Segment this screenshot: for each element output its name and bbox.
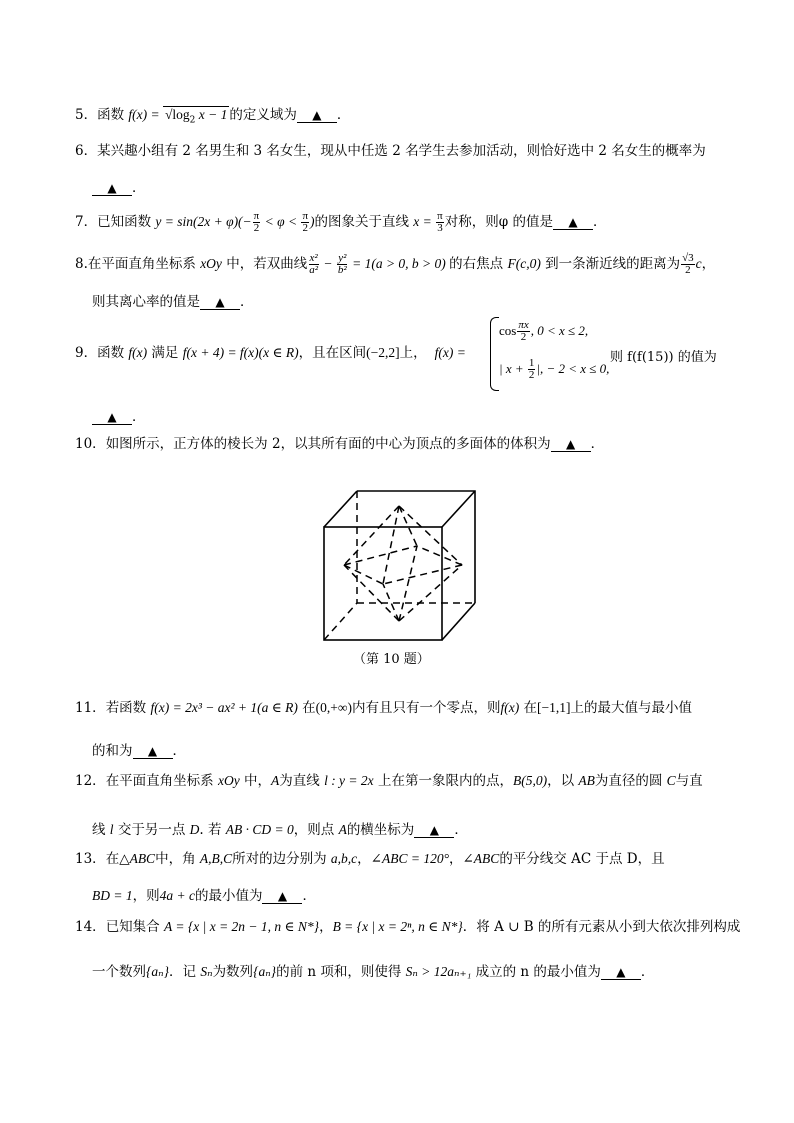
frac-num: πx	[518, 319, 529, 331]
q12-line2c: . 若	[199, 822, 226, 838]
question-12	[75, 774, 725, 789]
q13-ang: ∠ABC = 120°	[370, 851, 449, 866]
q13-abc: A,B,C	[199, 851, 233, 866]
q11-fx2: f(x)	[500, 700, 520, 715]
frac-den: 2	[253, 222, 260, 234]
question-6	[75, 145, 725, 159]
question-number: 6．	[75, 143, 98, 159]
octa-edge	[383, 506, 399, 584]
frac-num: x²	[309, 252, 318, 264]
question-10	[75, 437, 725, 452]
q14-line2e: 成立的 n 的最小值为	[471, 964, 601, 980]
q5-function: f(x) =	[128, 107, 163, 122]
q13-pre: 在	[105, 851, 120, 867]
q12-line2e: 的横坐标为	[346, 822, 415, 838]
q13-mid: 中，角	[155, 851, 200, 867]
q7-post: 对称，则φ 的值是	[444, 214, 553, 230]
answer-blank[interactable]: ▲	[414, 823, 454, 838]
answer-blank[interactable]: ▲	[262, 889, 302, 904]
q12-B: B(5,0)	[512, 773, 548, 788]
q8-end: ．	[240, 294, 254, 310]
q14-mid: ，	[319, 919, 333, 935]
q14-set-B: B = {x | x = 2ⁿ, n ∈ N*}	[332, 919, 463, 934]
frac-den: 2	[520, 331, 527, 343]
q12-line2a: 线	[92, 822, 110, 838]
q7-close: )	[310, 214, 315, 229]
q8-comma: ，	[701, 256, 716, 272]
q12-xoy: xOy	[217, 773, 240, 788]
octa-edge	[399, 546, 417, 621]
answer-blank[interactable]: ▲	[92, 410, 132, 425]
q13-ang2: ∠ABC	[462, 851, 500, 866]
frac-num: 1	[528, 357, 535, 369]
q14-line2b: ．记	[169, 964, 201, 980]
frac-num: π	[302, 210, 308, 222]
q10-text: 如图所示，正方体的棱长为 2，以其所有面的中心为顶点的多面体的体积为	[105, 436, 551, 452]
answer-blank[interactable]: ▲	[297, 108, 337, 123]
q9-mid3: 上，	[399, 345, 427, 361]
q12-D: D	[189, 822, 200, 837]
frac-pi-2b	[301, 211, 309, 234]
q13-bd: BD = 1	[92, 888, 133, 903]
frac-den: 2	[302, 222, 308, 234]
question-number: 7．	[75, 214, 98, 230]
q12-mid5: 为直径的圆	[594, 773, 667, 789]
q11-mid: 在	[297, 700, 316, 716]
cos-label: cos	[499, 323, 517, 338]
frac-sqrt3-2	[681, 253, 695, 276]
q8-mid2: 的右焦点	[449, 256, 508, 272]
q9-fxeq: f(x) =	[434, 345, 466, 360]
cube-front-face	[324, 527, 442, 640]
frac-x2-a2	[308, 253, 319, 276]
q9-eq: f(x + 4) = f(x)(x ∈ R)	[182, 345, 299, 360]
q14-line2d: 的前 n 项和，则使得	[276, 964, 406, 980]
cube-edge-tr	[442, 491, 475, 527]
q11-post: 上的最大值与最小值	[570, 700, 693, 716]
cube-hidden-edge-d	[324, 603, 357, 640]
q12-mid3: 上在第一象限内的点，	[373, 773, 513, 789]
question-14-line2	[92, 960, 654, 980]
question-number: 5．	[75, 107, 98, 123]
q8-mid: 中，若双曲线	[221, 256, 308, 272]
q14-an: {aₙ}	[146, 964, 170, 979]
frac-pix-2	[517, 320, 529, 343]
question-number: 9．	[75, 345, 98, 361]
question-12-line2	[92, 818, 468, 838]
frac-num: √3	[682, 252, 694, 264]
q9-post: 则 f(f(15)) 的值为	[610, 350, 717, 365]
q12-mid2: 为直线	[279, 773, 325, 789]
q8-line2: 则其离心率的值是	[92, 294, 200, 310]
q12-C: C	[666, 773, 676, 788]
q7-mid: 的图象关于直线	[314, 214, 414, 230]
frac-den: 3	[437, 222, 443, 234]
question-6-line2	[92, 176, 146, 196]
frac-num: y²	[338, 252, 347, 264]
q8-mid3: 到一条渐近线的距离为	[540, 256, 681, 272]
q14-line2a: 一个数列	[92, 964, 146, 980]
case2-abs: | x +	[499, 361, 527, 376]
octa-edge	[399, 565, 462, 621]
q13-end: ．	[302, 888, 316, 904]
q12-A: A	[271, 773, 280, 788]
q14-an2: {aₙ}	[253, 964, 277, 979]
q12-end: ．	[454, 822, 468, 838]
q9-mid2: ，且在区间	[298, 345, 367, 361]
figure-caption: （第 10 题）	[353, 652, 430, 667]
octa-edge	[344, 546, 417, 565]
q5-end: ．	[336, 107, 351, 123]
q5-post: 的定义域为	[229, 107, 297, 123]
q8-xoy: xOy	[200, 256, 222, 271]
question-8-line2	[92, 290, 254, 310]
q12-l: l	[109, 822, 114, 837]
q12-pre: 在平面直角坐标系	[105, 773, 218, 789]
question-number: 12．	[75, 773, 106, 789]
q7-xeq: x =	[413, 214, 436, 229]
radicand-rest: x − 1	[195, 107, 228, 122]
octa-edge	[399, 506, 417, 546]
q11-int2: [−1,1]	[537, 700, 571, 715]
piecewise-case-2	[499, 358, 609, 381]
log-label: log	[172, 107, 190, 122]
log-base: 2	[189, 115, 196, 126]
q9-end: ．	[132, 409, 146, 425]
q11-int: (0,+∞)	[315, 700, 353, 715]
q12-line2d: ，则点	[293, 822, 339, 838]
question-5	[75, 108, 725, 126]
question-number: 10．	[75, 436, 106, 452]
piecewise-case-1	[499, 320, 588, 343]
q13-mid4: ，	[449, 851, 463, 867]
frac-pi-3	[436, 211, 444, 234]
answer-blank[interactable]: ▲	[553, 215, 593, 230]
frac-pi-2	[253, 211, 261, 234]
case1-cond: , 0 < x ≤ 2,	[530, 323, 589, 338]
q8-minus: −	[320, 256, 336, 271]
question-number: 11．	[75, 700, 106, 716]
cube-edge-tl	[324, 491, 357, 527]
answer-blank[interactable]: ▲	[92, 181, 132, 196]
octa-edge	[417, 546, 462, 565]
question-8	[75, 253, 725, 276]
q11-line2: 的和为	[92, 743, 133, 759]
frac-y2-b2	[337, 253, 348, 276]
q9-interval: (−2,2]	[366, 345, 400, 360]
question-number: 14．	[75, 919, 106, 935]
octa-edge	[344, 565, 399, 621]
q14-set-A: A = {x | x = 2n − 1, n ∈ N*}	[163, 919, 320, 934]
q13-post: 的平分线交 AC 于点 D，且	[499, 851, 665, 867]
cube-edge-br	[442, 603, 475, 640]
question-number: 8.	[75, 256, 88, 272]
q7-func: y = sin(2x + φ)(−	[155, 214, 252, 229]
q12-post: 与直	[675, 773, 703, 789]
answer-blank[interactable]: ▲	[133, 744, 173, 759]
q11-end: ．	[172, 743, 186, 759]
q12-AB: AB	[578, 773, 595, 788]
q9-mid: 满足	[147, 345, 183, 361]
frac-num: π	[253, 210, 260, 222]
answer-blank[interactable]: ▲	[601, 965, 641, 980]
frac-1-2	[528, 358, 536, 381]
q12-A2: A	[338, 822, 347, 837]
question-number: 13．	[75, 851, 106, 867]
q14-pre: 已知集合	[105, 919, 164, 935]
q9-fx: f(x)	[128, 345, 148, 360]
sqrt-radicand: $√\log_2$ x − 1	[164, 107, 228, 126]
question-14	[75, 919, 741, 935]
answer-blank[interactable]: ▲	[551, 437, 591, 452]
octa-edge	[344, 565, 383, 584]
q6-text: 某兴趣小组有 2 名男生和 3 名女生，现从中任选 2 名学生去参加活动，则恰好选中 2 名女生的概率为	[97, 143, 706, 159]
q13-line2b: ，则	[132, 888, 160, 904]
frac-den: a²	[309, 264, 319, 276]
q14-post: ．将 A ∪ B 的所有元素从小到大依次排列构成	[462, 919, 741, 935]
q10-end: ．	[590, 436, 605, 452]
q12-line: l : y = 2x	[324, 773, 374, 788]
q13-tri: △ABC	[119, 851, 156, 866]
q13-expr: 4a + c	[159, 888, 195, 903]
q6-end: ．	[132, 180, 146, 196]
question-11	[75, 701, 725, 716]
answer-blank[interactable]: ▲	[200, 295, 240, 310]
q14-line2c: 为数列	[212, 964, 254, 980]
question-13-line2	[92, 884, 316, 904]
q12-dot-product: AB · CD = 0	[225, 822, 294, 837]
question-11-line2	[92, 739, 186, 759]
q9-pre: 函数	[97, 345, 129, 361]
cube-octahedron-figure	[315, 484, 485, 646]
q14-ineq: Sₙ > 12aₙ₊₁	[405, 964, 472, 979]
q8-focus: F(c,0)	[507, 256, 541, 271]
q8-cond: = 1(a > 0, b > 0)	[348, 256, 450, 271]
q11-pre: 若函数	[105, 700, 151, 716]
q12-mid4: ，以	[547, 773, 579, 789]
q13-mid3: ，	[357, 851, 371, 867]
q11-mid2: 内有且只有一个零点，则	[352, 700, 501, 716]
q13-mid2: 所对的边分别为	[232, 851, 331, 867]
question-9-line2	[92, 405, 146, 425]
q7-pre: 已知函数	[97, 214, 156, 230]
q7-end: ．	[592, 214, 607, 230]
octa-edge	[383, 565, 462, 584]
q9-post-text	[610, 346, 717, 365]
frac-den: 2	[528, 369, 535, 381]
question-13	[75, 852, 725, 867]
q12-line2b: 交于另一点	[113, 822, 190, 838]
q12-mid: 中，	[239, 773, 272, 789]
q11-mid3: 在	[519, 700, 538, 716]
question-7	[75, 211, 725, 234]
q13-line2c: 的最小值为	[194, 888, 263, 904]
q5-pre: 函数	[97, 107, 129, 123]
octa-edge	[344, 506, 399, 565]
q14-end: ．	[640, 964, 655, 980]
frac-den: 2	[685, 264, 691, 276]
q7-lt: < φ <	[261, 214, 301, 229]
case2-cond: |, − 2 < x ≤ 0,	[536, 361, 610, 376]
q13-sides: a,b,c	[330, 851, 358, 866]
q11-fx: f(x) = 2x³ − ax² + 1(a ∈ R)	[150, 700, 298, 715]
piecewise-brace	[490, 317, 499, 391]
q8-pre: 在平面直角坐标系	[87, 256, 201, 272]
q14-Sn: Sₙ	[200, 964, 213, 979]
q8-c: c	[695, 256, 702, 271]
frac-den: b²	[337, 264, 347, 276]
frac-num: π	[437, 210, 443, 222]
